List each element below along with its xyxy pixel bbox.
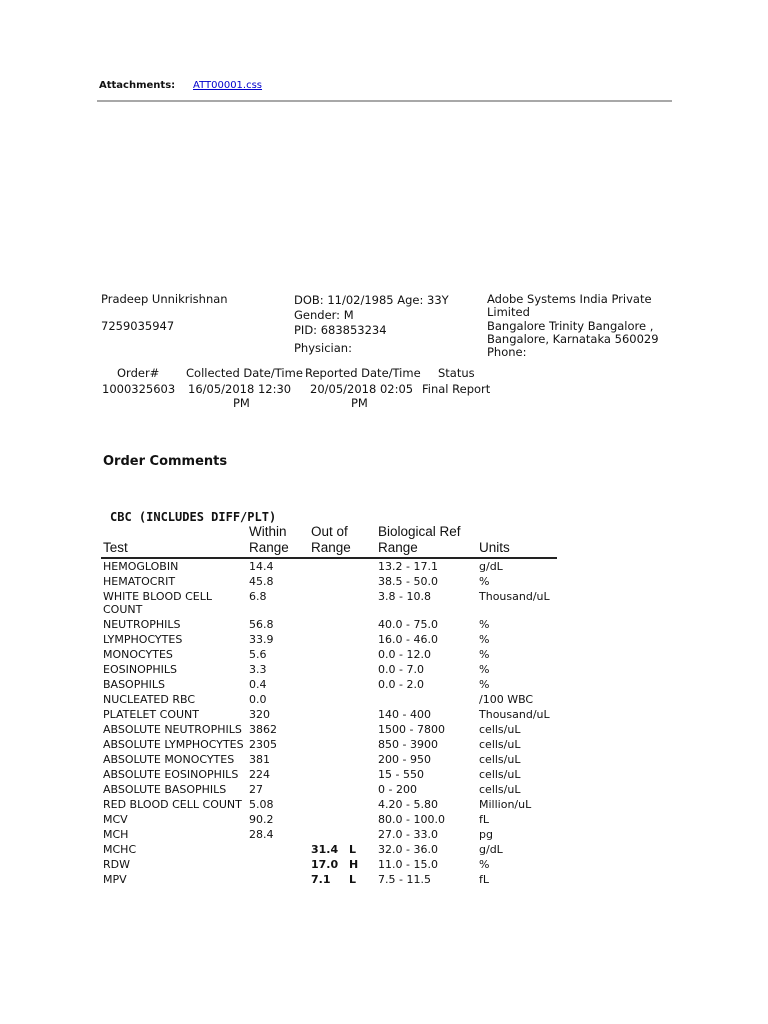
units-cell: cells/uL	[479, 783, 521, 796]
out-of-range-cell	[309, 842, 376, 857]
within-range-cell: 45.8	[249, 575, 274, 588]
units-cell: fL	[479, 813, 490, 826]
units-cell: %	[479, 618, 490, 631]
table-row	[101, 842, 557, 857]
within-range-column-header: Within Range	[247, 524, 309, 558]
lab-name-line2: Limited	[487, 305, 530, 319]
units-cell: cells/uL	[479, 723, 521, 736]
out-of-range-cell	[309, 752, 376, 767]
within-range-cell: 0.4	[249, 678, 267, 691]
table-row	[101, 767, 557, 782]
reference-range-cell: 0.0 - 7.0	[378, 663, 424, 676]
test-name-cell: ABSOLUTE EOSINOPHILS	[103, 768, 239, 781]
abnormal-flag: L	[349, 843, 357, 856]
reference-range-cell: 0 - 200	[378, 783, 417, 796]
within-range-cell: 56.8	[249, 618, 274, 631]
test-name-cell: WHITE BLOOD CELL COUNT	[103, 590, 213, 616]
table-row	[101, 752, 557, 767]
reference-range-cell: 0.0 - 12.0	[378, 648, 431, 661]
units-column-header: Units	[477, 524, 557, 558]
test-name-cell: NEUTROPHILS	[103, 618, 181, 631]
reference-range-cell	[376, 692, 477, 707]
test-name-cell: ABSOLUTE LYMPHOCYTES	[103, 738, 244, 751]
test-name-cell: RED BLOOD CELL COUNT	[103, 798, 242, 811]
reference-range-cell: 16.0 - 46.0	[378, 633, 438, 646]
within-range-cell	[247, 872, 309, 887]
out-of-range-column-header: Out of Range	[309, 524, 376, 558]
out-of-range-cell	[309, 767, 376, 782]
table-row	[101, 677, 557, 692]
within-range-cell: 14.4	[249, 560, 274, 573]
units-cell: %	[479, 858, 490, 871]
table-row	[101, 707, 557, 722]
table-row	[101, 857, 557, 872]
within-range-cell: 0.0	[249, 693, 267, 706]
table-row	[101, 737, 557, 752]
order-status: Final Report	[422, 382, 491, 396]
test-name-cell: HEMOGLOBIN	[103, 560, 179, 573]
test-name-cell: MPV	[103, 873, 127, 886]
units-cell: fL	[479, 873, 490, 886]
units-cell: cells/uL	[479, 753, 521, 766]
cbc-header-row	[101, 524, 557, 558]
table-row	[101, 617, 557, 632]
out-of-range-cell	[309, 812, 376, 827]
out-of-range-value: 31.4	[311, 843, 339, 856]
within-range-cell: 3862	[249, 723, 277, 736]
reference-range-cell: 140 - 400	[378, 708, 431, 721]
test-name-cell: PLATELET COUNT	[103, 708, 199, 721]
test-name-cell: RDW	[103, 858, 130, 871]
reference-range-column-header: Biological Ref Range	[376, 524, 477, 558]
out-of-range-cell	[309, 857, 376, 872]
within-range-cell: 224	[249, 768, 270, 781]
test-name-cell: MONOCYTES	[103, 648, 173, 661]
table-row	[101, 662, 557, 677]
within-range-cell: 5.08	[249, 798, 274, 811]
reference-range-cell: 38.5 - 50.0	[378, 575, 438, 588]
test-column-header: Test	[101, 524, 247, 558]
units-cell: %	[479, 678, 490, 691]
out-of-range-cell	[309, 692, 376, 707]
within-range-cell: 33.9	[249, 633, 274, 646]
units-cell: %	[479, 648, 490, 661]
reference-range-cell: 850 - 3900	[378, 738, 438, 751]
out-of-range-cell	[309, 632, 376, 647]
patient-physician: Physician:	[294, 341, 352, 355]
table-row	[101, 589, 557, 617]
out-of-range-cell	[309, 782, 376, 797]
table-row	[101, 574, 557, 589]
units-cell: Thousand/uL	[479, 590, 550, 603]
units-cell: cells/uL	[479, 768, 521, 781]
patient-phone: 7259035947	[101, 319, 175, 333]
out-of-range-cell	[309, 872, 376, 887]
within-range-cell	[247, 842, 309, 857]
reference-range-cell: 80.0 - 100.0	[378, 813, 445, 826]
units-cell: %	[479, 633, 490, 646]
reference-range-cell: 3.8 - 10.8	[378, 590, 431, 603]
header-divider	[97, 100, 672, 102]
reported-ampm: PM	[351, 396, 368, 410]
order-comments-heading: Order Comments	[103, 454, 228, 469]
table-row	[101, 797, 557, 812]
reported-header: Reported Date/Time	[305, 366, 421, 380]
out-of-range-value: 7.1	[311, 873, 331, 886]
test-name-cell: ABSOLUTE MONOCYTES	[103, 753, 235, 766]
reference-range-cell: 0.0 - 2.0	[378, 678, 424, 691]
out-of-range-cell	[309, 707, 376, 722]
reference-range-cell: 11.0 - 15.0	[378, 858, 438, 871]
out-of-range-cell	[309, 647, 376, 662]
test-name-cell: ABSOLUTE BASOPHILS	[103, 783, 227, 796]
patient-gender: Gender: M	[294, 308, 354, 322]
test-name-cell: ABSOLUTE NEUTROPHILS	[103, 723, 242, 736]
order-number: 1000325603	[102, 382, 176, 396]
within-range-cell	[247, 857, 309, 872]
table-row	[101, 722, 557, 737]
units-cell: %	[479, 663, 490, 676]
test-name-cell: MCH	[103, 828, 129, 841]
reference-range-cell: 4.20 - 5.80	[378, 798, 438, 811]
attachment-link[interactable]: ATT00001.css	[193, 80, 263, 91]
collected-header: Collected Date/Time	[186, 366, 303, 380]
reported-datetime: 20/05/2018 02:05	[310, 382, 414, 396]
patient-pid: PID: 683853234	[294, 323, 387, 337]
collected-datetime: 16/05/2018 12:30	[188, 382, 292, 396]
table-row	[101, 782, 557, 797]
lab-name-line1: Adobe Systems India Private	[487, 292, 652, 306]
within-range-cell: 6.8	[249, 590, 267, 603]
within-range-cell: 2305	[249, 738, 277, 751]
test-name-cell: LYMPHOCYTES	[103, 633, 183, 646]
reference-range-cell: 13.2 - 17.1	[378, 560, 438, 573]
table-row	[101, 812, 557, 827]
table-row	[101, 632, 557, 647]
reference-range-cell: 15 - 550	[378, 768, 424, 781]
out-of-range-cell	[309, 722, 376, 737]
out-of-range-cell	[309, 662, 376, 677]
out-of-range-value: 17.0	[311, 858, 339, 871]
within-range-cell: 90.2	[249, 813, 274, 826]
abnormal-flag: L	[349, 873, 357, 886]
reference-range-cell: 27.0 - 33.0	[378, 828, 438, 841]
within-range-cell: 28.4	[249, 828, 274, 841]
within-range-cell: 381	[249, 753, 270, 766]
units-cell: cells/uL	[479, 738, 521, 751]
test-name-cell: EOSINOPHILS	[103, 663, 177, 676]
reference-range-cell: 200 - 950	[378, 753, 431, 766]
reference-range-cell: 40.0 - 75.0	[378, 618, 438, 631]
within-range-cell: 320	[249, 708, 270, 721]
table-row	[101, 827, 557, 842]
out-of-range-cell	[309, 617, 376, 632]
test-name-cell: HEMATOCRIT	[103, 575, 176, 588]
patient-dob-age: DOB: 11/02/1985 Age: 33Y	[294, 293, 449, 307]
table-row	[101, 647, 557, 662]
lab-phone: Phone:	[487, 345, 527, 359]
reference-range-cell: 1500 - 7800	[378, 723, 445, 736]
abnormal-flag: H	[349, 858, 359, 871]
units-cell: /100 WBC	[479, 693, 534, 706]
test-name-cell: NUCLEATED RBC	[103, 693, 196, 706]
lab-address-line2: Bangalore, Karnataka 560029	[487, 332, 659, 346]
table-row	[101, 692, 557, 707]
status-header: Status	[438, 366, 475, 380]
out-of-range-cell	[309, 737, 376, 752]
units-cell: pg	[479, 828, 493, 841]
test-name-cell: MCV	[103, 813, 128, 826]
out-of-range-cell	[309, 558, 376, 574]
reference-range-cell: 32.0 - 36.0	[378, 843, 438, 856]
table-row	[101, 558, 557, 574]
units-cell: g/dL	[479, 560, 503, 573]
within-range-cell: 3.3	[249, 663, 267, 676]
out-of-range-cell	[309, 589, 376, 617]
within-range-cell: 5.6	[249, 648, 267, 661]
table-row	[101, 872, 557, 887]
patient-name: Pradeep Unnikrishnan	[101, 292, 228, 306]
units-cell: Million/uL	[479, 798, 532, 811]
order-number-header: Order#	[117, 366, 160, 380]
out-of-range-cell	[309, 827, 376, 842]
out-of-range-cell	[309, 797, 376, 812]
out-of-range-cell	[309, 574, 376, 589]
units-cell: g/dL	[479, 843, 503, 856]
within-range-cell: 27	[249, 783, 263, 796]
test-name-cell: MCHC	[103, 843, 137, 856]
units-cell: Thousand/uL	[479, 708, 550, 721]
units-cell: %	[479, 575, 490, 588]
collected-ampm: PM	[233, 396, 250, 410]
cbc-results-body	[101, 558, 557, 887]
cbc-panel-title: CBC (INCLUDES DIFF/PLT)	[110, 510, 277, 524]
cbc-results-table	[101, 524, 557, 887]
test-name-cell: BASOPHILS	[103, 678, 165, 691]
reference-range-cell: 7.5 - 11.5	[378, 873, 431, 886]
lab-address-line1: Bangalore Trinity Bangalore ,	[487, 319, 654, 333]
attachments-label: Attachments:	[99, 80, 176, 91]
out-of-range-cell	[309, 677, 376, 692]
